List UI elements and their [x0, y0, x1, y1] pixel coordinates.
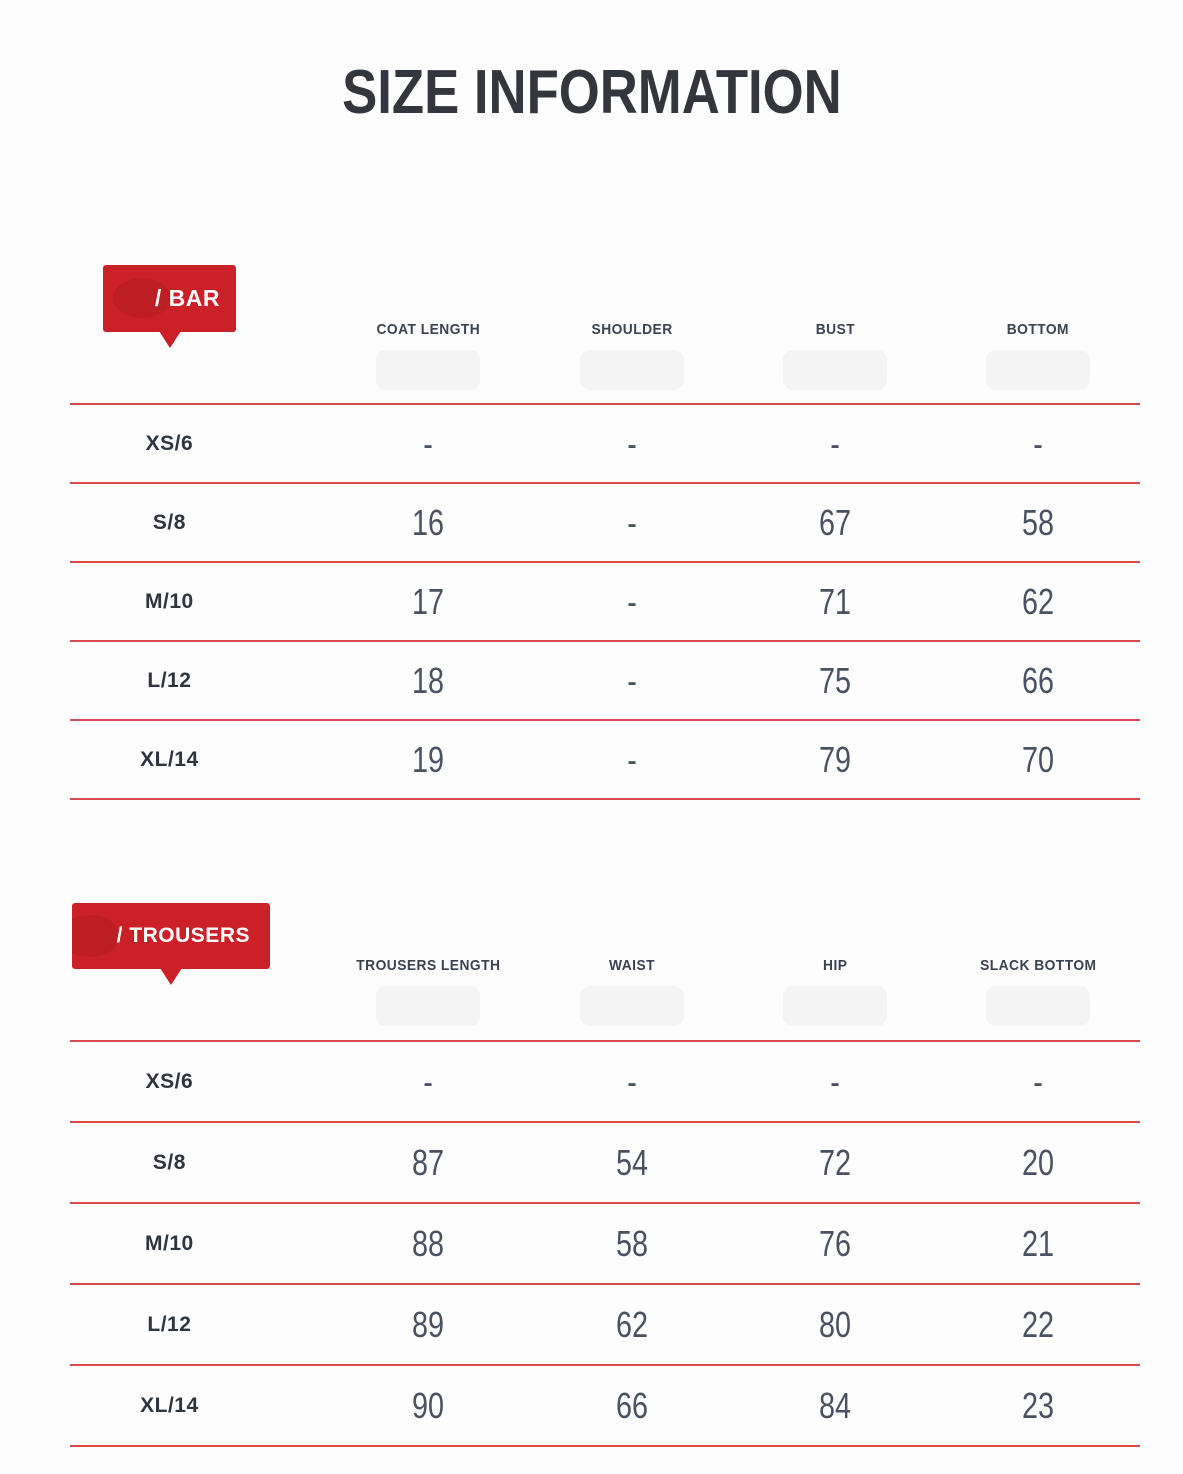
size-value-text: 76	[819, 1222, 852, 1264]
table-row	[70, 1364, 1140, 1445]
size-value	[733, 1061, 936, 1103]
size-value	[733, 1385, 936, 1427]
size-value-text: 66	[1022, 659, 1055, 701]
table-row	[70, 1040, 1140, 1121]
table-row	[70, 561, 1140, 640]
size-value-text: 84	[819, 1384, 852, 1426]
watermark-blob	[783, 986, 887, 1026]
size-value-text: -	[626, 1060, 637, 1102]
size-value-text: -	[626, 580, 637, 622]
size-label: XL/14	[140, 747, 199, 771]
size-value-text: 62	[1022, 580, 1055, 622]
size-value	[733, 1142, 936, 1184]
column-header-spacer	[70, 322, 327, 390]
size-value	[937, 1061, 1140, 1103]
size-value-text: -	[626, 422, 637, 464]
column-header	[530, 322, 733, 390]
size-value	[530, 1304, 733, 1346]
size-value	[733, 502, 936, 544]
watermark-blob	[783, 350, 887, 390]
size-value-text: 54	[615, 1141, 648, 1183]
column-header	[937, 958, 1140, 1026]
trousers-size-tag-label: / TROUSERS	[116, 924, 250, 947]
column-header-label: TROUSERS LENGTH	[356, 957, 501, 974]
size-value	[937, 502, 1140, 544]
column-header	[327, 322, 530, 390]
column-header-label: SLACK BOTTOM	[980, 957, 1097, 974]
size-label: XS/6	[145, 431, 194, 455]
size-value	[530, 1061, 733, 1103]
size-value	[733, 660, 936, 702]
size-label: M/10	[145, 1231, 194, 1255]
size-label: M/10	[145, 589, 194, 613]
size-value	[733, 581, 936, 623]
column-header-label: SHOULDER	[591, 321, 673, 338]
size-value	[327, 423, 530, 465]
size-value	[733, 423, 936, 465]
bar-size-tag-label: / BAR	[154, 285, 220, 311]
size-label: S/8	[152, 510, 186, 534]
size-value-text: -	[423, 422, 434, 464]
bar-column-headers	[70, 322, 1140, 390]
size-value	[530, 1223, 733, 1265]
size-value-text: -	[626, 738, 637, 780]
size-value	[327, 1061, 530, 1103]
table-row	[70, 719, 1140, 798]
column-header-label: BOTTOM	[1007, 321, 1070, 338]
size-value	[937, 1142, 1140, 1184]
column-header-label: WAIST	[608, 957, 655, 974]
size-value	[937, 1385, 1140, 1427]
table-row	[70, 482, 1140, 561]
size-value	[327, 1142, 530, 1184]
size-value	[327, 1385, 530, 1427]
watermark-blob	[580, 350, 684, 390]
size-value-text: 90	[412, 1384, 445, 1426]
size-value-text: -	[423, 1060, 434, 1102]
trousers-column-headers	[70, 958, 1140, 1026]
size-value-text: 22	[1022, 1303, 1055, 1345]
size-value	[530, 502, 733, 544]
column-header	[327, 958, 530, 1026]
size-label: XL/14	[140, 1393, 199, 1417]
size-value-text: 20	[1022, 1141, 1055, 1183]
size-value	[937, 1223, 1140, 1265]
table-row	[70, 1202, 1140, 1283]
page-title-text: SIZE INFORMATION	[341, 58, 842, 127]
watermark-blob	[986, 986, 1090, 1026]
size-value	[937, 660, 1140, 702]
size-value-text: -	[626, 501, 637, 543]
column-header	[733, 958, 936, 1026]
size-value	[327, 660, 530, 702]
size-value-text: 58	[615, 1222, 648, 1264]
size-value-text: 87	[412, 1141, 445, 1183]
size-value	[733, 1223, 936, 1265]
size-value-text: 89	[412, 1303, 445, 1345]
watermark-blob	[376, 350, 480, 390]
size-value-text: -	[830, 422, 840, 464]
column-header-spacer	[70, 958, 327, 1026]
size-value	[530, 581, 733, 623]
size-label: L/12	[147, 1312, 192, 1336]
size-value	[937, 739, 1140, 781]
column-header	[530, 958, 733, 1026]
column-header-label: BUST	[815, 321, 855, 338]
size-value-text: 80	[819, 1303, 852, 1345]
size-value	[530, 660, 733, 702]
size-value-text: 71	[819, 580, 852, 622]
size-value	[733, 739, 936, 781]
size-value	[530, 739, 733, 781]
watermark-blob	[580, 986, 684, 1026]
size-value	[327, 502, 530, 544]
column-header-label: HIP	[822, 957, 848, 974]
size-value-text: -	[626, 659, 637, 701]
size-value-text: -	[1033, 422, 1044, 464]
size-value-text: 67	[819, 501, 852, 543]
trousers-size-table	[70, 1040, 1140, 1447]
size-label: L/12	[147, 668, 192, 692]
size-value-text: -	[830, 1060, 840, 1102]
bar-size-table	[70, 403, 1140, 800]
size-value	[937, 1304, 1140, 1346]
column-header	[937, 322, 1140, 390]
size-value-text: 58	[1022, 501, 1055, 543]
size-value-text: 75	[819, 659, 852, 701]
table-row	[70, 1283, 1140, 1364]
size-value	[937, 423, 1140, 465]
size-value-text: 79	[819, 738, 852, 780]
size-value-text: 70	[1022, 738, 1055, 780]
column-header	[733, 322, 936, 390]
size-value-text: 17	[412, 580, 445, 622]
size-value	[733, 1304, 936, 1346]
size-value-text: 21	[1022, 1222, 1055, 1264]
size-value-text: 62	[615, 1303, 648, 1345]
size-value-text: 23	[1022, 1384, 1055, 1426]
size-value	[937, 581, 1140, 623]
size-label: XS/6	[145, 1069, 194, 1093]
size-value	[327, 581, 530, 623]
size-value	[530, 1142, 733, 1184]
watermark-blob	[986, 350, 1090, 390]
size-value-text: 72	[819, 1141, 852, 1183]
size-value-text: 88	[412, 1222, 445, 1264]
watermark-blob	[376, 986, 480, 1026]
size-value-text: 66	[615, 1384, 648, 1426]
column-header-label: COAT LENGTH	[376, 321, 481, 338]
size-value-text: 16	[412, 501, 445, 543]
size-value	[327, 1223, 530, 1265]
size-label: S/8	[152, 1150, 186, 1174]
page-title	[0, 58, 1183, 127]
table-row	[70, 640, 1140, 719]
size-value-text: 18	[412, 659, 445, 701]
size-value	[530, 423, 733, 465]
size-value	[530, 1385, 733, 1427]
table-row	[70, 1121, 1140, 1202]
table-row	[70, 403, 1140, 482]
size-value-text: 19	[412, 738, 445, 780]
size-value	[327, 739, 530, 781]
size-value-text: -	[1033, 1060, 1044, 1102]
size-value	[327, 1304, 530, 1346]
